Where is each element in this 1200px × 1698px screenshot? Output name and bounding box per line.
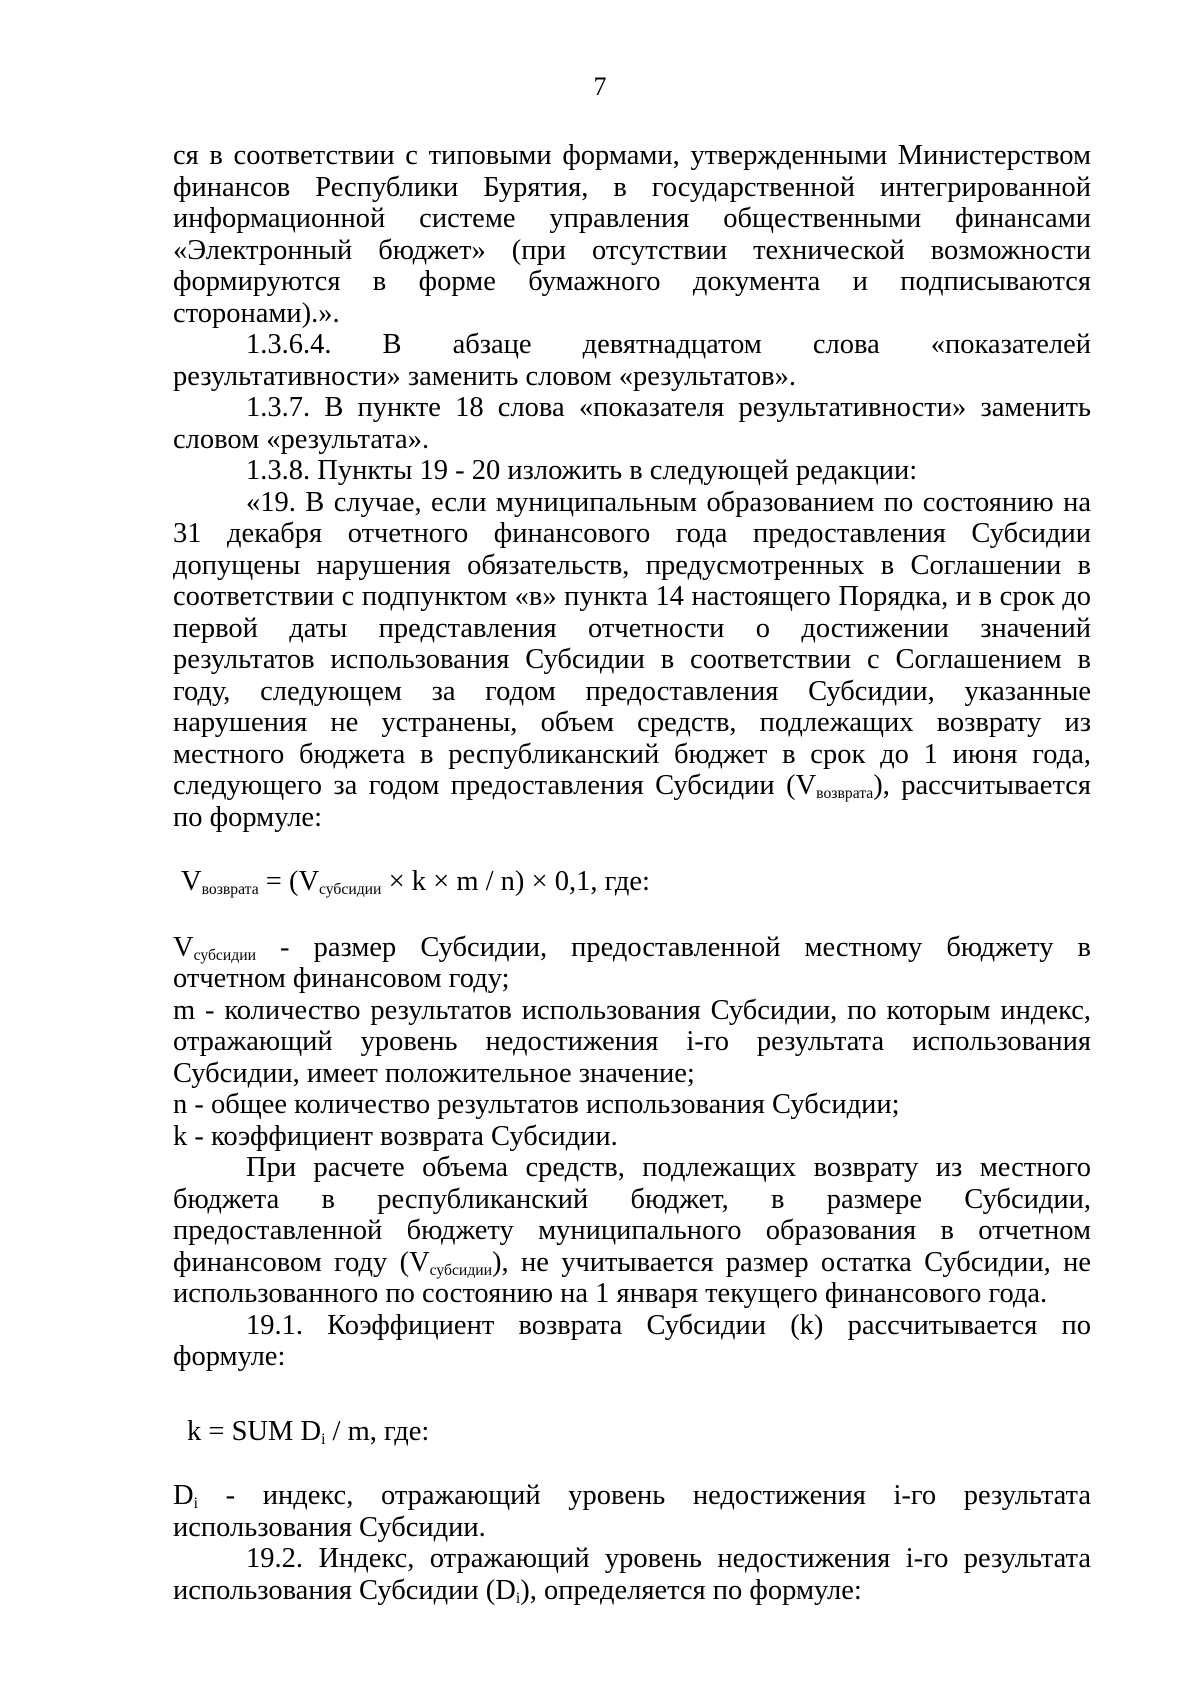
paragraph: ся в соответствии с типовыми формами, утвержденными Министерством финансов Республики Бурятия, в государственной интегрированной информационной системе управления общественными финансами «Электронный бюджет» (при отсутствии технической возможности формируются в форме бумажного документа и подписываются сторонами).». [173, 140, 1091, 329]
subscript: возврата [816, 784, 874, 802]
paragraph-text: 19.2. Индекс, отражающий уровень недостижения i-го результата использования Субсидии (D [173, 1543, 1091, 1606]
page-number: 7 [593, 72, 607, 101]
subscript: i [515, 1589, 521, 1607]
subscript: возврата [201, 880, 259, 898]
formula-text: k = SUM D [187, 1415, 322, 1447]
definition [173, 932, 1091, 995]
subscript: i [321, 1430, 326, 1448]
definition-text: - размер Субсидии, предоставленной местному бюджету в отчетном финансовом году; [173, 931, 1091, 994]
document-body [173, 140, 1091, 1606]
subscript: i [193, 1494, 198, 1512]
paragraph-text: При расчете объема средств, подлежащих возврату из местного бюджета в республиканский бюджет, в размере Субсидии, предоставленной бюджету муниципального образования в отчетном финансовом году (V [173, 1152, 1091, 1278]
formula-text: V [181, 866, 202, 897]
paragraph: 1.3.6.4. В абзаце девятнадцатом слова «показателей результативности» заменить словом «результатов». [173, 329, 1091, 392]
formula-text: × k × m / n) × 0,1, где: [381, 866, 650, 897]
paragraph-text: ), не учитывается размер остатка Субсидии, не использованного по состоянию на 1 января текущего финансового года. [173, 1246, 1091, 1309]
definition: n - общее количество результатов использования Субсидии; [173, 1089, 900, 1120]
paragraph: 1.3.7. В пункте 18 слова «показателя результативности» заменить словом «результата». [173, 392, 1091, 455]
subscript: субсидии [319, 880, 382, 898]
formula-v-return [173, 866, 1091, 898]
paragraph-text: ), определяется по формуле: [520, 1574, 862, 1606]
definition-text: D [173, 1480, 194, 1511]
paragraph: 19.1. Коэффициент возврата Субсидии (k) рассчитывается по формуле: [173, 1309, 1091, 1372]
formula-text: / m, где: [325, 1415, 430, 1447]
definition-text: V [173, 931, 194, 963]
paragraph [173, 1152, 1091, 1310]
definition [173, 1480, 1091, 1543]
paragraph-text: «19. В случае, если муниципальным образованием по состоянию на 31 декабря отчетного финансового года предоставления Субсидии допущены нарушения обязательств, предусмотренных в Соглашении в соответствии с подпунктом «в» пункта 14 настоящего Порядка, и в срок до первой даты представления отчетности о достижении значений результатов использования Субсидии в соответствии с Соглашением в году, следующем за годом предоставления Субсидии, указанные нарушения не устранены, объем средств, подлежащих возврату из местного бюджета в республиканский бюджет в срок до 1 июня года, следующего за годом предоставления Субсидии (V [173, 486, 1091, 801]
formula-text: = (V [258, 866, 320, 897]
paragraph [173, 1543, 1091, 1606]
paragraph: 1.3.8. Пункты 19 - 20 изложить в следующей редакции: [246, 455, 918, 486]
paragraph-text: ), рассчитывается по формуле: [173, 770, 1091, 833]
definition-text: - индекс, отражающий уровень недостижения i-го результата использования Субсидии. [173, 1480, 1091, 1543]
paragraph [173, 487, 1091, 834]
subscript: субсидии [193, 946, 256, 964]
definition: k - коэффициент возврата Субсидии. [173, 1120, 618, 1152]
subscript: субсидии [429, 1261, 493, 1279]
definition: m - количество результатов использования Субсидии, по которым индекс, отражающий уровень недостижения i-го результата использования Субсидии, имеет положительное значение; [173, 994, 1091, 1089]
formula-k [173, 1416, 1091, 1448]
